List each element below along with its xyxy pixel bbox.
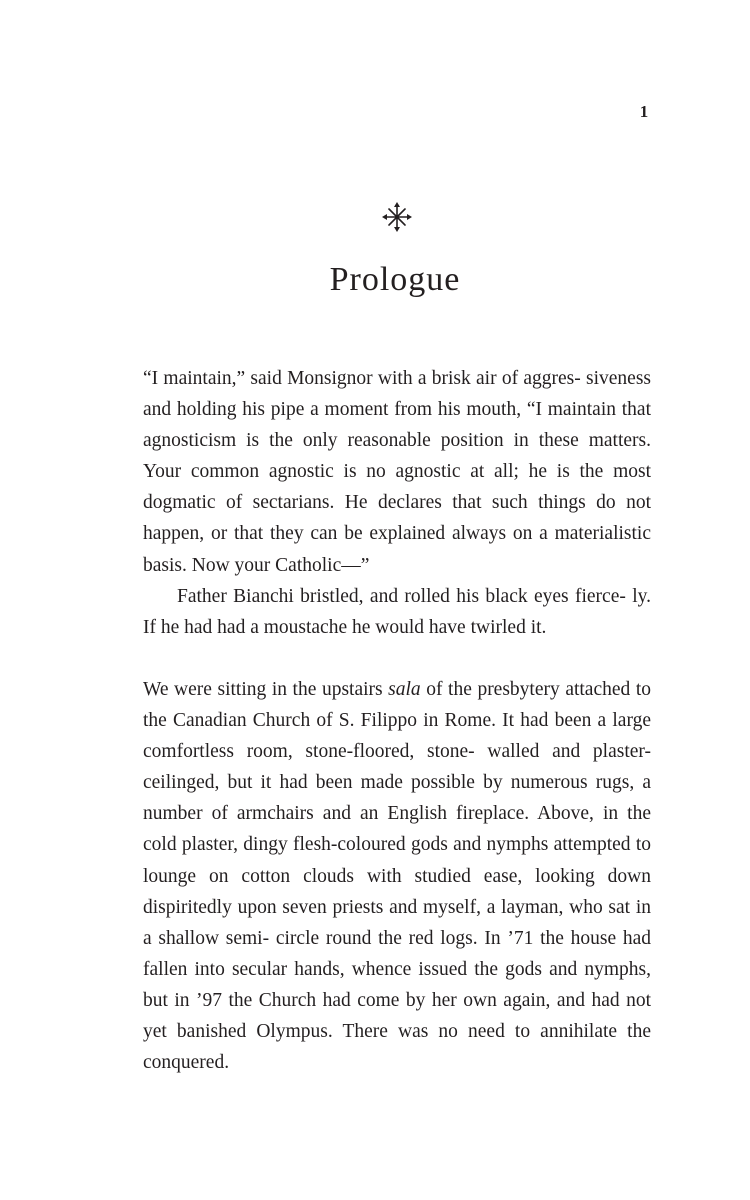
text-line: such things do not happen, or that they can be explained: [143, 492, 652, 545]
text-line: maintain that agnosticism is the only reasonable position: [143, 399, 651, 452]
text-line: “I maintain,” said Monsignor with a brisk air of aggres-: [143, 368, 581, 389]
text-line: with studied ease, looking down dispiritedly upon seven: [143, 865, 652, 918]
chapter-title: Prologue: [329, 261, 461, 298]
paragraph-monsignor: [143, 363, 651, 581]
text-line: secular hands, whence issued the gods and nymphs, but in: [143, 958, 651, 1011]
text-line: circle round the red logs. In ’71 the house had fallen into: [143, 927, 652, 980]
text-line: It had been a large comfortless room, stone-floored, stone-: [143, 710, 651, 763]
page-number: 1: [639, 102, 649, 121]
text-line: the conquered.: [143, 1021, 651, 1074]
text-line: gods and nymphs attempted to lounge on cotton clouds: [143, 834, 651, 887]
paragraph-father-bianchi: [143, 581, 651, 643]
italic-word: sala: [388, 679, 421, 700]
text-line: siveness and holding his pipe a moment from his mouth, “I: [143, 368, 652, 421]
opening-section: [143, 363, 651, 643]
text-line: fireplace. Above, in the cold plaster, dingy flesh-coloured: [143, 803, 651, 856]
text-line: always on a materialistic basis. Now your Catholic—”: [143, 523, 651, 576]
text-line: of the presbytery: [420, 679, 560, 700]
text-line: ly. If he had had a moustache he would have twirled it.: [143, 585, 651, 638]
text-line: ’97 the Church had come by her own again, and had not: [196, 989, 651, 1011]
text-line: Father Bianchi bristled, and rolled his black eyes fierce-: [177, 585, 626, 607]
text-line: all; he is the most dogmatic of sectarians. He declares that: [143, 461, 651, 514]
text-line: yet banished Olympus. There was no need to annihilate: [143, 1021, 618, 1043]
setting-section: [143, 674, 651, 1078]
text-line: We were sitting in the upstairs: [143, 679, 389, 700]
text-line: walled and plaster-ceilinged, but it had been made possible: [143, 741, 652, 794]
text-line: by numerous rugs, a number of armchairs and an English: [143, 772, 651, 825]
text-line: priests and myself, a layman, who sat in a shallow semi-: [143, 896, 652, 949]
text-line: in these matters. Your common agnostic is no agnostic at: [143, 430, 651, 483]
paragraph-setting: [143, 674, 651, 1078]
fleuron-star-icon: [380, 200, 414, 234]
text-line: attached to the Canadian Church of S. Filippo in Rome.: [143, 679, 651, 732]
